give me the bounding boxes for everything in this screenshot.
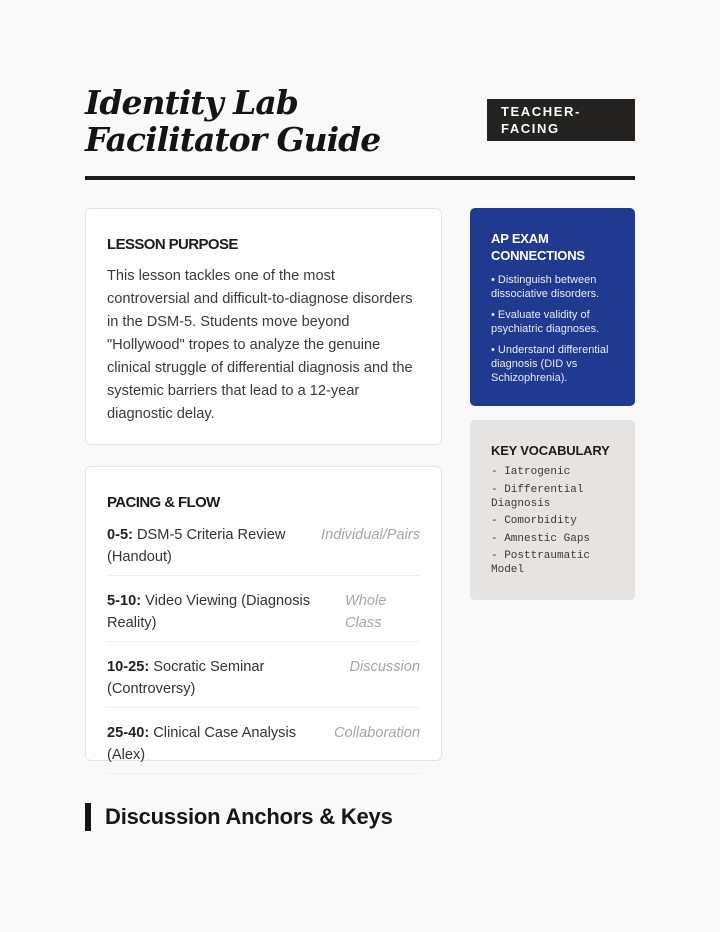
vocabulary-item: - Differential Diagnosis [491,483,584,510]
vocabulary-item: - Amnestic Gaps [491,532,591,545]
pacing-mode: Collaboration [334,725,420,741]
header-divider [85,176,635,180]
pacing-mode: Individual/Pairs [321,527,420,543]
pacing-activity [107,591,329,634]
pacing-row [107,521,420,576]
section-title: Discussion Anchors & Keys [105,804,393,829]
ap-exam-list [491,273,614,385]
pacing-row [107,653,420,708]
ap-exam-connections-box [470,208,635,406]
pacing-mode: Whole Class [345,593,387,631]
pacing-time: 25-40: [107,725,150,741]
vocabulary-list [491,465,614,577]
vocabulary-item: - Iatrogenic [491,466,571,478]
page-title: Identity Lab Facilitator Guide [85,83,381,159]
pacing-activity-text: Video Viewing (Diagnosis Reality) [107,593,311,631]
key-vocabulary-heading: KEY VOCABULARY [491,443,610,458]
pacing-mode: Discussion [349,659,420,675]
pacing-heading: PACING & FLOW [107,494,220,511]
lesson-purpose-heading: LESSON PURPOSE [107,236,238,253]
pacing-list [107,521,420,774]
ap-exam-heading: AP EXAM CONNECTIONS [491,231,585,263]
ap-exam-item: • Evaluate validity of psychiatric diagnoses. [491,309,600,335]
lesson-purpose-card [85,208,442,445]
pacing-time: 5-10: [107,593,142,609]
ap-exam-item: • Distinguish between dissociative disorders. [491,274,600,300]
pacing-activity-text: Socratic Seminar (Controversy) [107,659,265,697]
pacing-time: 10-25: [107,659,150,675]
vocabulary-item: - Comorbidity [491,515,577,527]
ap-exam-item: • Understand differential diagnosis (DID vs Schizophrenia). [491,344,609,384]
pacing-card [85,466,442,761]
lesson-purpose-text: This lesson tackles one of the most controversial and difficult-to-diagnose disorders in the DSM-5. Students move beyond "Hollywood" tropes to analyze the genuine clinical struggle of differential diagnosis and the systemic barriers that lead to a 12-year diagnostic delay. [107,268,413,422]
key-vocabulary-box [470,420,635,600]
section-accent-bar [85,803,91,831]
pacing-activity [107,525,329,568]
pacing-activity-text: Clinical Case Analysis (Alex) [107,725,297,763]
pacing-activity-text: DSM-5 Criteria Review (Handout) [107,527,286,565]
pacing-row [107,719,420,774]
discussion-anchors-section [85,803,635,831]
vocabulary-item: - Posttraumatic Model [491,550,591,576]
page-header [85,84,635,180]
pacing-activity [107,723,329,766]
audience-badge: TEACHER-FACING [487,99,635,141]
pacing-time: 0-5: [107,527,133,543]
pacing-activity [107,657,329,700]
pacing-row [107,587,420,642]
